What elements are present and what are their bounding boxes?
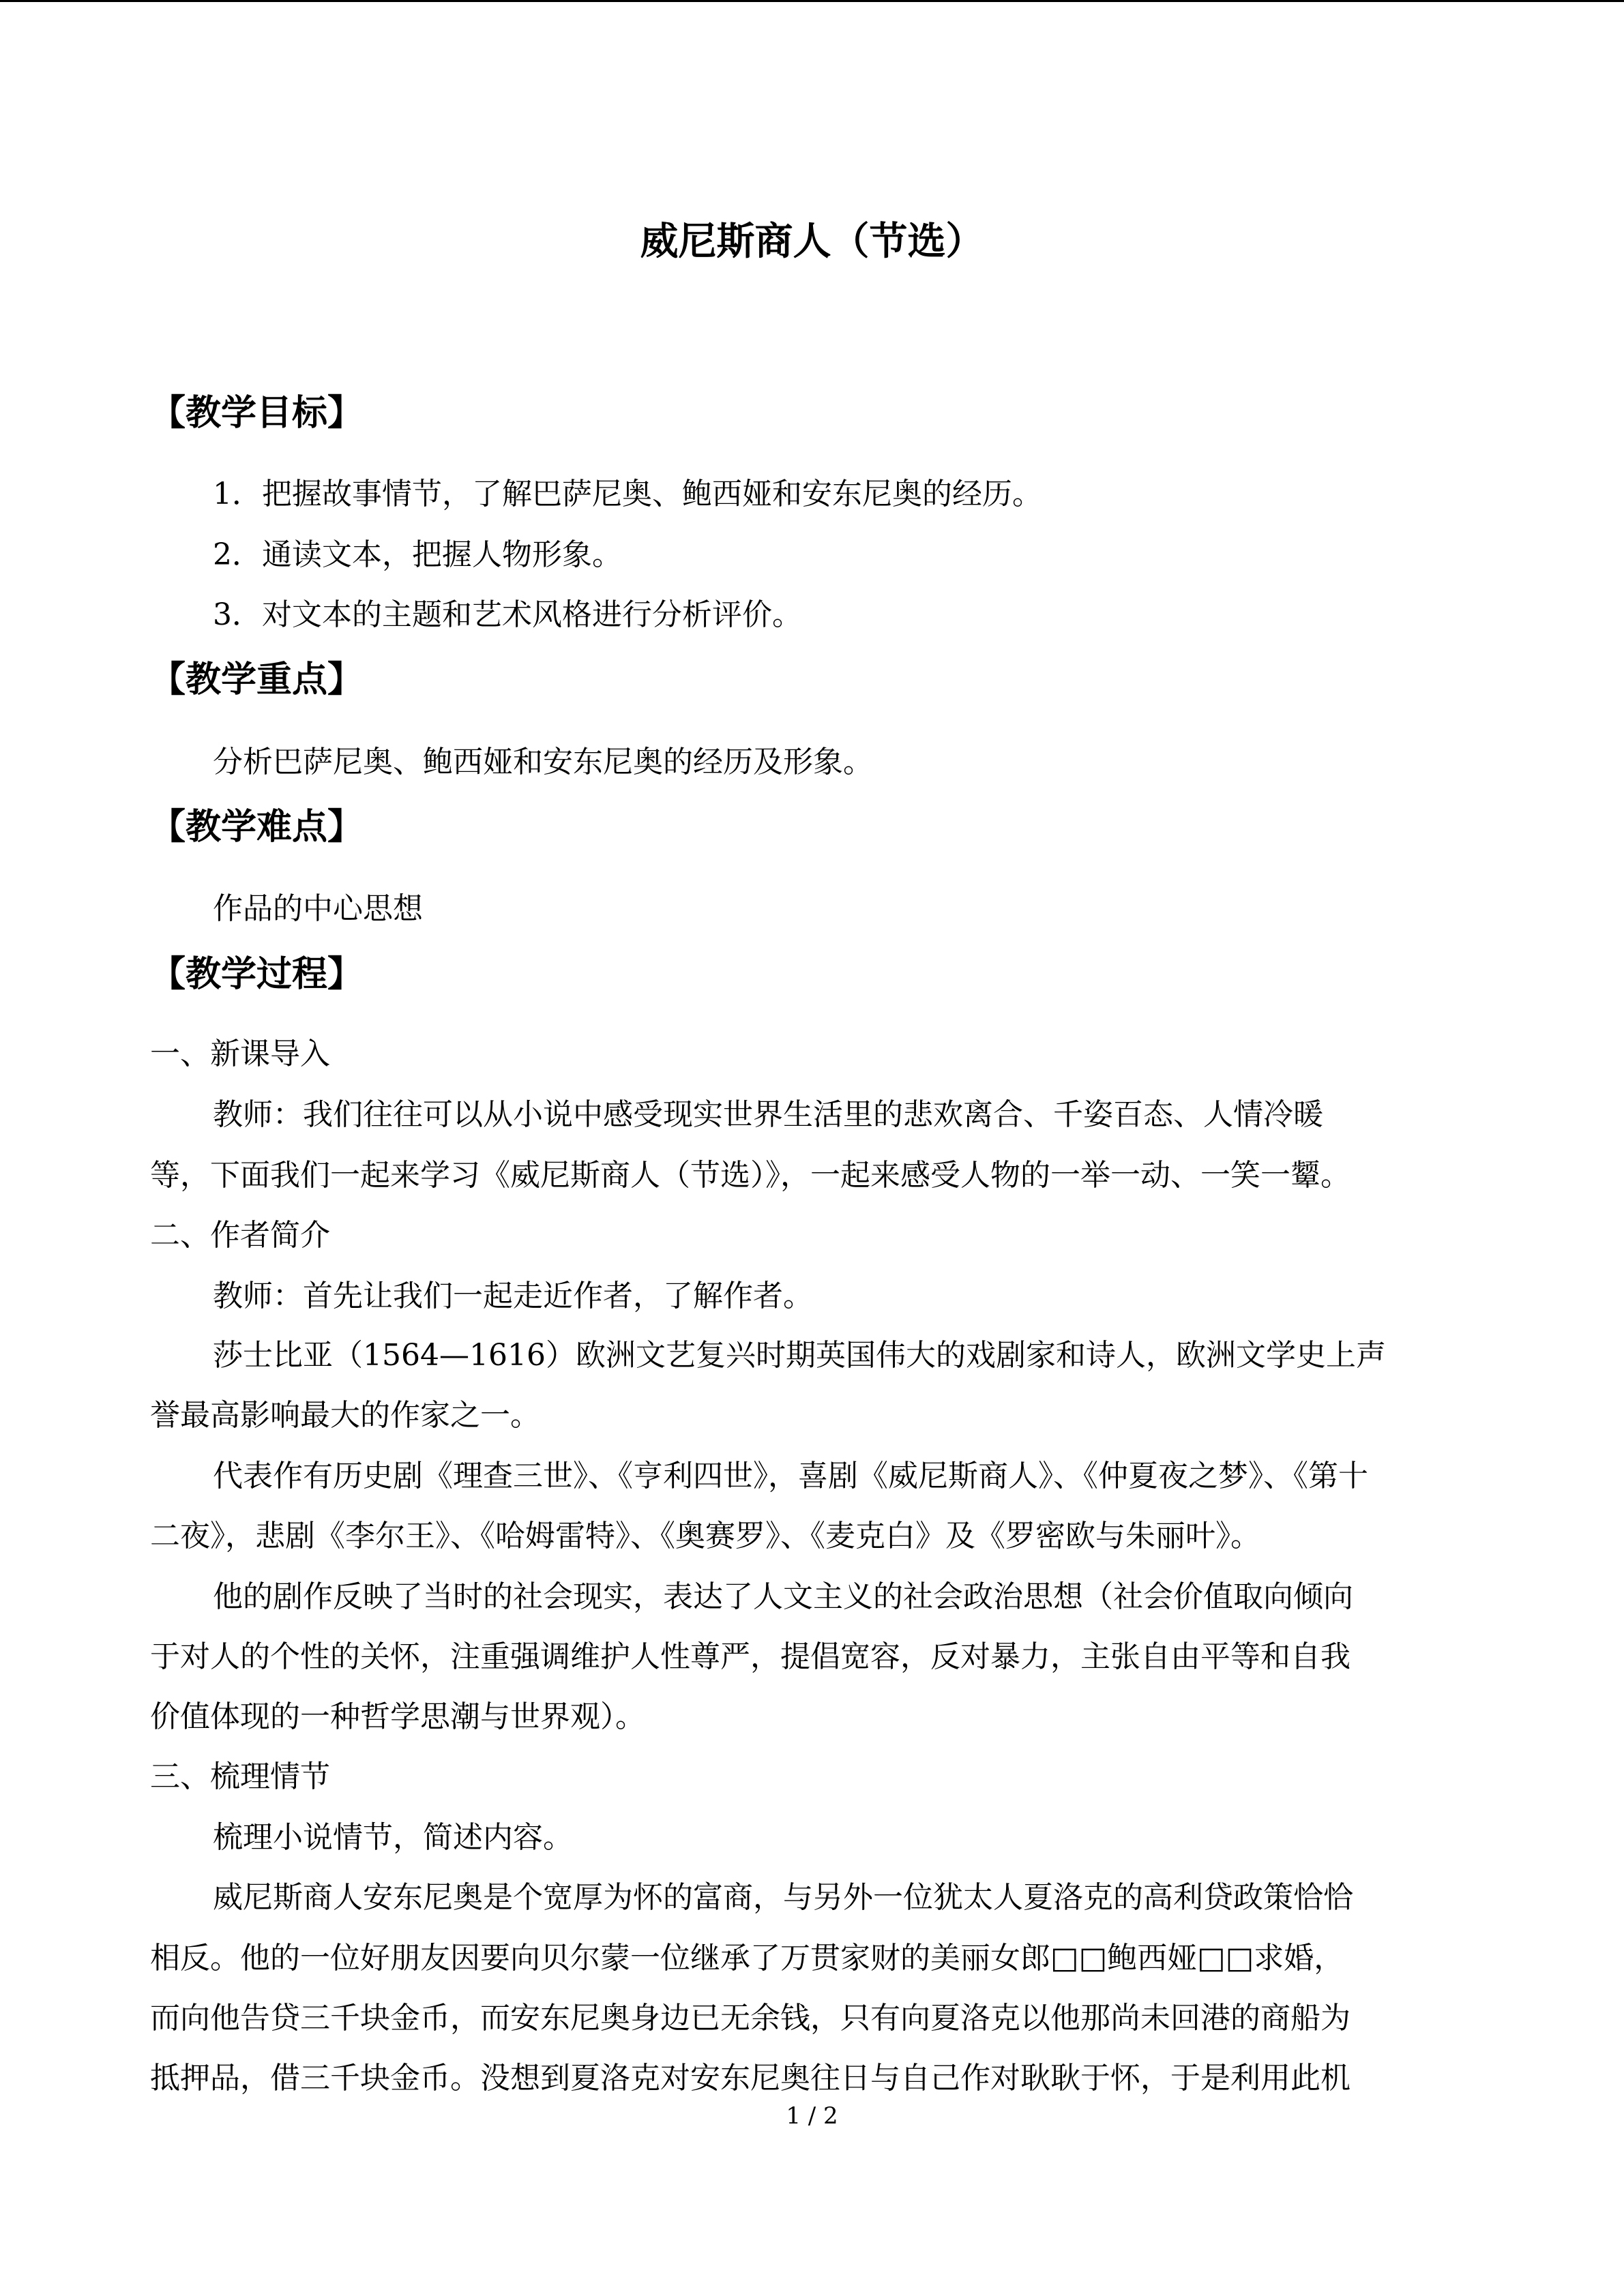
- heading-teaching-focus: 【教学重点】: [150, 659, 364, 700]
- thought-paragraph-line: 他的剧作反映了当时的社会现实，表达了人文主义的社会政治思想（社会价值取向倾向: [213, 1579, 1353, 1614]
- goal-item-3: 3．对文本的主题和艺术风格进行分析评价。: [213, 597, 802, 632]
- difficulty-text: 作品的中心思想: [213, 891, 423, 926]
- plot-paragraph-line: 抵押品，借三千块金币。没想到夏洛克对安东尼奥往日与自己作对耿耿于怀，于是利用此机: [150, 2061, 1350, 2096]
- author-paragraph-line: 莎士比亚（1564—1616）欧洲文艺复兴时期英国伟大的戏剧家和诗人，欧洲文学史上声: [213, 1338, 1386, 1373]
- thought-paragraph-line: 于对人的个性的关怀，注重强调维护人性尊严，提倡宽容，反对暴力，主张自由平等和自我: [150, 1639, 1350, 1674]
- page-number: 1 / 2: [786, 2102, 838, 2130]
- plot-paragraph-line: 而向他告贷三千块金币，而安东尼奥身边已无余钱，只有向夏洛克以他那尚未回港的商船为: [150, 2001, 1350, 2036]
- section-heading-author: 二、作者简介: [150, 1218, 330, 1253]
- section-heading-intro: 一、新课导入: [150, 1037, 330, 1071]
- plot-paragraph-line: 威尼斯商人安东尼奥是个宽厚为怀的富商，与另外一位犹太人夏洛克的高利贷政策恰恰: [213, 1880, 1353, 1915]
- heading-teaching-goals: 【教学目标】: [150, 393, 364, 434]
- intro-paragraph-line: 等，下面我们一起来学习《威尼斯商人（节选）》，一起来感受人物的一举一动、一笑一颦。: [150, 1158, 1350, 1193]
- top-border-line: [0, 0, 1624, 2]
- author-paragraph-line: 教师：首先让我们一起走近作者，了解作者。: [213, 1279, 813, 1313]
- document-title: 威尼斯商人（节选）: [640, 219, 984, 264]
- works-paragraph-line: 二夜》，悲剧《李尔王》、《哈姆雷特》、《奥赛罗》、《麦克白》及《罗密欧与朱丽叶》。: [150, 1519, 1260, 1553]
- plot-paragraph-line: 相反。他的一位好朋友因要向贝尔蒙一位继承了万贯家财的美丽女郎□□鲍西娅□□求婚，: [150, 1941, 1344, 1976]
- author-paragraph-line: 誉最高影响最大的作家之一。: [150, 1398, 540, 1433]
- works-paragraph-line: 代表作有历史剧《理查三世》、《亨利四世》，喜剧《威尼斯商人》、《仲夏夜之梦》、《第十: [213, 1459, 1368, 1493]
- thought-paragraph-line: 价值体现的一种哲学思潮与世界观）。: [150, 1699, 645, 1734]
- focus-text: 分析巴萨尼奥、鲍西娅和安东尼奥的经历及形象。: [213, 745, 873, 779]
- heading-teaching-process: 【教学过程】: [150, 954, 364, 995]
- goal-item-1: 1．把握故事情节，了解巴萨尼奥、鲍西娅和安东尼奥的经历。: [213, 477, 1042, 511]
- section-heading-plot: 三、梳理情节: [150, 1759, 330, 1794]
- plot-paragraph-line: 梳理小说情节，简述内容。: [213, 1820, 573, 1855]
- intro-paragraph-line: 教师：我们往往可以从小说中感受现实世界生活里的悲欢离合、千姿百态、人情冷暖: [213, 1097, 1323, 1132]
- heading-teaching-difficulty: 【教学难点】: [150, 807, 364, 848]
- goal-item-2: 2．通读文本，把握人物形象。: [213, 537, 622, 572]
